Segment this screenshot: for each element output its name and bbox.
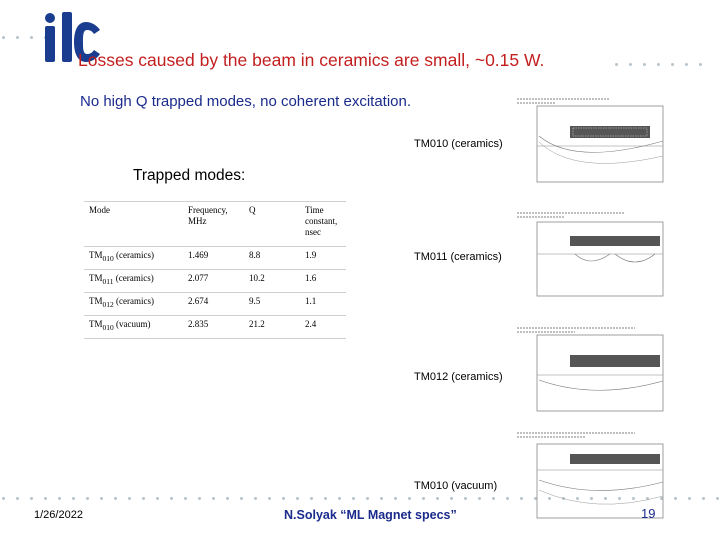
cell-mode: $TM_{012}$ (ceramics) [84, 293, 183, 316]
caption-tm010-ceramics: TM010 (ceramics) [414, 138, 503, 150]
cell-q: 9.5 [244, 293, 300, 316]
cell-frequency: 1.469 [183, 247, 244, 270]
slide-subtitle: No high Q trapped modes, no coherent excitation. [80, 93, 412, 110]
page-number: 19 [641, 506, 656, 521]
title-dot-line [615, 63, 702, 66]
table-header-row [84, 202, 346, 247]
trapped-modes-table [84, 201, 346, 339]
section-label: Trapped modes: [133, 167, 246, 184]
col-header-frequency: Frequency, MHz [183, 202, 244, 247]
table-row [84, 293, 346, 316]
table-row [84, 316, 346, 339]
field-plot-tm012-ceramics [515, 325, 675, 415]
cell-time-constant: 1.9 [300, 247, 346, 270]
cell-mode: $TM_{011}$ (ceramics) [84, 270, 183, 293]
cell-frequency: 2.077 [183, 270, 244, 293]
table-row [84, 247, 346, 270]
cell-frequency: 2.835 [183, 316, 244, 339]
col-header-time-constant: Time constant, nsec [300, 202, 346, 247]
slide-title: Losses caused by the beam in ceramics are small, ~0.15 W. [78, 50, 545, 70]
col-header-q: Q [244, 202, 300, 247]
cell-q: 10.2 [244, 270, 300, 293]
caption-tm012-ceramics: TM012 (ceramics) [414, 371, 503, 383]
caption-tm010-vacuum: TM010 (vacuum) [414, 480, 498, 492]
cell-time-constant: 1.1 [300, 293, 346, 316]
cell-q: 21.2 [244, 316, 300, 339]
cell-time-constant: 2.4 [300, 316, 346, 339]
cell-q: 8.8 [244, 247, 300, 270]
cell-time-constant: 1.6 [300, 270, 346, 293]
footer-date: 1/26/2022 [34, 509, 83, 521]
field-plot-tm011-ceramics [515, 210, 675, 300]
cell-mode: $TM_{010}$ (ceramics) [84, 247, 183, 270]
cell-mode: $TM_{010}$ (vacuum) [84, 316, 183, 339]
table-row [84, 270, 346, 293]
col-header-mode: Mode [84, 202, 183, 247]
cell-frequency: 2.674 [183, 293, 244, 316]
caption-tm011-ceramics: TM011 (ceramics) [414, 251, 502, 263]
field-plot-tm010-ceramics [515, 96, 675, 186]
footer-author: N.Solyak “ML Magnet specs” [284, 508, 457, 522]
